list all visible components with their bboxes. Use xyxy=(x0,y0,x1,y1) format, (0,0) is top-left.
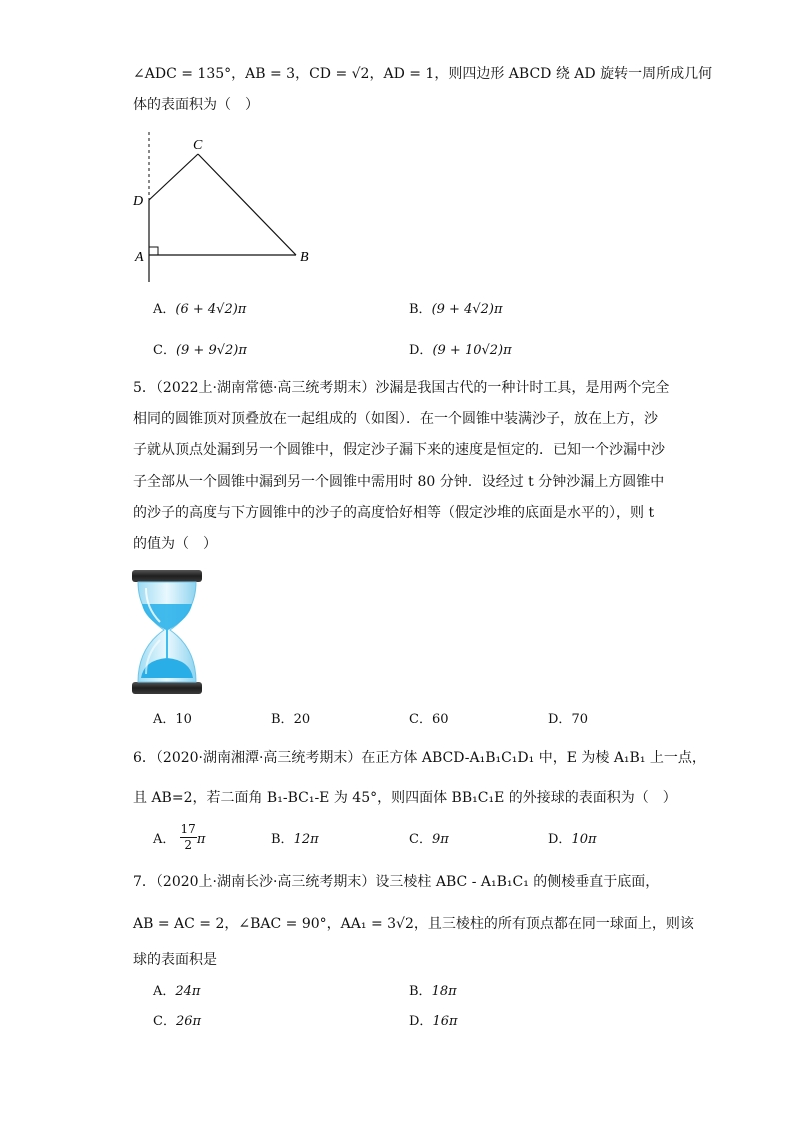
q4-stem-line1: ∠ADC = 135°，AB = 3，CD = √2，AD = 1，则四边形 ABCD 绕 AD 旋转一周所成几何 xyxy=(133,66,713,82)
option-letter: D． xyxy=(409,343,433,358)
fraction xyxy=(180,822,197,853)
option-text: 12π xyxy=(293,832,319,847)
option-text: 10π xyxy=(571,832,597,847)
option-suffix: π xyxy=(196,832,206,847)
option-letter: C． xyxy=(409,712,432,727)
q5-option-B[interactable] xyxy=(271,710,310,730)
option-text: (6 + 4√2)π xyxy=(175,302,247,317)
option-text: (9 + 9√2)π xyxy=(175,343,247,358)
q6-option-C[interactable] xyxy=(409,830,449,850)
q7-option-C[interactable] xyxy=(153,1012,201,1032)
q6-line-2: 且 AB=2，若二面角 B₁-BC₁-E 为 45°，则四面体 BB₁C₁E 的外接球的表面积为（ ） xyxy=(133,790,677,806)
label-B: B xyxy=(300,250,309,265)
option-letter: A． xyxy=(153,984,176,999)
q4-option-C[interactable] xyxy=(153,341,247,361)
option-text: (9 + 10√2)π xyxy=(432,343,512,358)
label-C: C xyxy=(193,138,203,153)
edge-CB xyxy=(198,154,296,255)
hourglass-image xyxy=(130,568,204,696)
option-letter: D． xyxy=(548,712,572,727)
q4-option-D[interactable] xyxy=(409,341,512,361)
q7-line-1: 7．（2020上·湖南长沙·高三统考期末）设三棱柱 ABC - A₁B₁C₁ 的侧棱垂直于底面， xyxy=(133,874,660,890)
option-text: 24π xyxy=(175,984,201,999)
top-cap xyxy=(132,570,202,582)
q5-option-D[interactable] xyxy=(548,710,588,730)
option-letter: D． xyxy=(548,832,572,847)
option-letter: D． xyxy=(409,1014,433,1029)
option-letter: A． xyxy=(153,302,176,317)
right-angle-mark xyxy=(149,247,158,255)
option-letter: C． xyxy=(153,343,176,358)
label-D: D xyxy=(133,194,144,209)
q4-stem-line2: 体的表面积为（ ） xyxy=(133,97,259,113)
option-text: 20 xyxy=(293,712,311,727)
option-text: 9π xyxy=(431,832,449,847)
q7-option-D[interactable] xyxy=(409,1012,458,1032)
q5-line-1: 5．（2022上·湖南常德·高三统考期末）沙漏是我国古代的一种计时工具，是用两个完全 xyxy=(133,380,670,396)
q7-line-2: AB = AC = 2，∠BAC = 90°，AA₁ = 3√2，且三棱柱的所有顶点都在同一球面上，则该 xyxy=(133,916,694,932)
q5-line-4: 子全部从一个圆锥中漏到另一个圆锥中需用时 80 分钟．设经过 t 分钟沙漏上方圆锥中 xyxy=(133,474,665,490)
q5-line-5: 的沙子的高度与下方圆锥中的沙子的高度恰好相等（假定沙堆的底面是水平的），则 t xyxy=(133,505,655,521)
sand-stream xyxy=(166,630,168,658)
q7-option-A[interactable] xyxy=(153,982,200,1002)
option-letter: A． xyxy=(153,832,176,847)
option-text: (9 + 4√2)π xyxy=(431,302,503,317)
option-letter: C． xyxy=(409,832,432,847)
option-text: 26π xyxy=(175,1014,202,1029)
option-letter: B． xyxy=(409,302,432,317)
q6-option-D[interactable] xyxy=(548,830,597,850)
option-text: 60 xyxy=(431,712,449,727)
q5-line-2: 相同的圆锥顶对顶叠放在一起组成的（如图）．在一个圆锥中装满沙子，放在上方，沙 xyxy=(133,411,658,427)
option-text: 10 xyxy=(175,712,192,727)
label-A: A xyxy=(135,250,144,265)
q6-line-1: 6．（2020·湖南湘潭·高三统考期末）在正方体 ABCD-A₁B₁C₁D₁ 中，E 为棱 A₁B₁ 上一点， xyxy=(133,750,706,766)
q5-line-3: 子就从顶点处漏到另一个圆锥中，假定沙子漏下来的速度是恒定的．已知一个沙漏中沙 xyxy=(133,442,665,458)
option-letter: B． xyxy=(271,712,294,727)
q4-option-B[interactable] xyxy=(409,300,503,320)
q7-option-B[interactable] xyxy=(409,982,457,1002)
bottom-cap xyxy=(132,682,202,694)
option-letter: A． xyxy=(153,712,176,727)
q5-option-A[interactable] xyxy=(153,710,192,730)
option-letter: C． xyxy=(153,1014,176,1029)
q5-option-C[interactable] xyxy=(409,710,449,730)
option-text: 70 xyxy=(571,712,588,727)
q7-line-3: 球的表面积是 xyxy=(133,952,217,968)
q5-line-6: 的值为（ ） xyxy=(133,536,217,552)
fraction-denominator: 2 xyxy=(184,838,192,852)
option-text: 16π xyxy=(432,1014,458,1029)
q4-figure xyxy=(128,130,318,285)
q6-option-B[interactable] xyxy=(271,830,319,850)
fraction-numerator: 17 xyxy=(180,822,196,836)
q6-option-A[interactable] xyxy=(153,822,205,858)
option-letter: B． xyxy=(409,984,432,999)
option-text: 18π xyxy=(431,984,457,999)
edge-DC xyxy=(149,154,198,200)
option-letter: B． xyxy=(271,832,294,847)
q4-option-A[interactable] xyxy=(153,300,246,320)
